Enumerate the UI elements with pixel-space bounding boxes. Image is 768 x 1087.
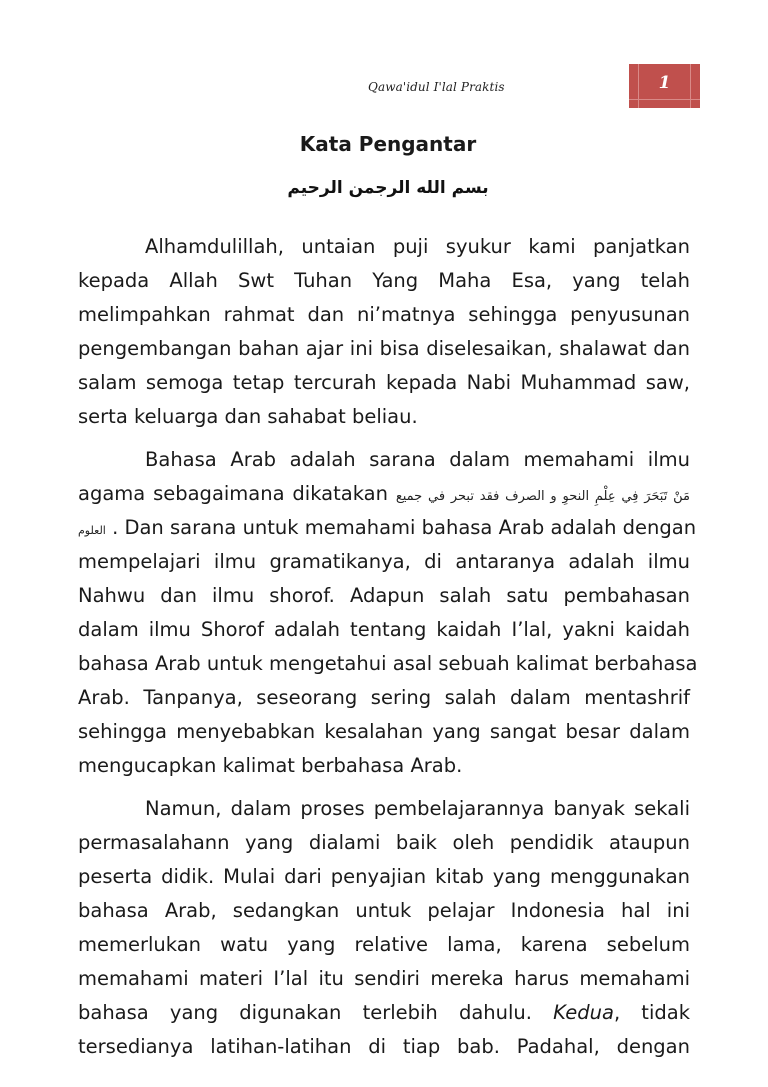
arabic-quote: مَنْ تَبَحَرَ فِي عِلْمِ النحوِ و الصرف فقد تبحر في جميع (395, 489, 690, 504)
text-line: sehingga menyebabkan kesalahan yang sangat besar dalam (78, 720, 690, 743)
page-number-box (629, 64, 700, 108)
text-line: Arab. Tanpanya, seseorang sering salah dalam mentashrif (78, 686, 690, 709)
page-title: Kata Pengantar (299, 132, 477, 156)
page-number: 1 (658, 73, 671, 93)
running-title: Qawa'idul I'lal Praktis (368, 80, 505, 94)
text-line: mempelajari ilmu gramatikanya, di antaranya adalah ilmu (78, 550, 690, 573)
text-line: memerlukan watu yang relative lama, karena sebelum (78, 933, 690, 956)
box-divider (629, 99, 700, 100)
text-line: bahasa Arab untuk mengetahui asal sebuah kalimat berbahasa (78, 652, 698, 675)
text-line: serta keluarga dan sahabat beliau. (78, 405, 418, 428)
text-line: melimpahkan rahmat dan ni’matnya sehingga penyusunan (78, 303, 690, 326)
text-line: kepada Allah Swt Tuhan Yang Maha Esa, yang telah (78, 269, 690, 292)
text-segment: . Dan sarana untuk memahami bahasa Arab adalah dengan (112, 516, 697, 539)
text-line: peserta didik. Mulai dari penyajian kitab yang menggunakan (78, 865, 690, 888)
text-line: dalam ilmu Shorof adalah tentang kaidah I’lal, yakni kaidah (78, 618, 690, 641)
basmalah: بسم الله الرجمن الرحيم (287, 178, 489, 198)
text-line: memahami materi I’lal itu sendiri mereka harus memahami (78, 967, 690, 990)
text-line: Bahasa Arab adalah sarana dalam memahami ilmu (145, 448, 690, 471)
running-header (0, 0, 768, 120)
text-line-with-italic (78, 996, 690, 1030)
text-line: Alhamdulillah, untaian puji syukur kami panjatkan (145, 235, 690, 258)
text-line: permasalahann yang dialami baik oleh pendidik ataupun (78, 831, 690, 854)
text-line: Namun, dalam proses pembelajarannya banyak sekali (145, 797, 690, 820)
text-line: mengucapkan kalimat berbahasa Arab. (78, 754, 463, 777)
text-segment: bahasa yang digunakan terlebih dahulu. (78, 1001, 532, 1024)
text-line: salam semoga tetap tercurah kepada Nabi Muhammad saw, (78, 371, 690, 394)
text-line: bahasa Arab, sedangkan untuk pelajar Indonesia hal ini (78, 899, 690, 922)
text-line-with-arabic (78, 477, 690, 511)
italic-word: Kedua (553, 1001, 614, 1024)
text-line: tersedianya latihan-latihan di tiap bab. Padahal, dengan (78, 1035, 690, 1058)
arabic-quote-end: العلوم (78, 524, 106, 537)
text-segment: agama sebagaimana dikatakan (78, 482, 388, 505)
text-line: pengembangan bahan ajar ini bisa diselesaikan, shalawat dan (78, 337, 690, 360)
text-line: Nahwu dan ilmu shorof. Adapun salah satu pembahasan (78, 584, 690, 607)
text-line-with-arabic (78, 511, 697, 545)
text-segment: , tidak (613, 1001, 690, 1024)
